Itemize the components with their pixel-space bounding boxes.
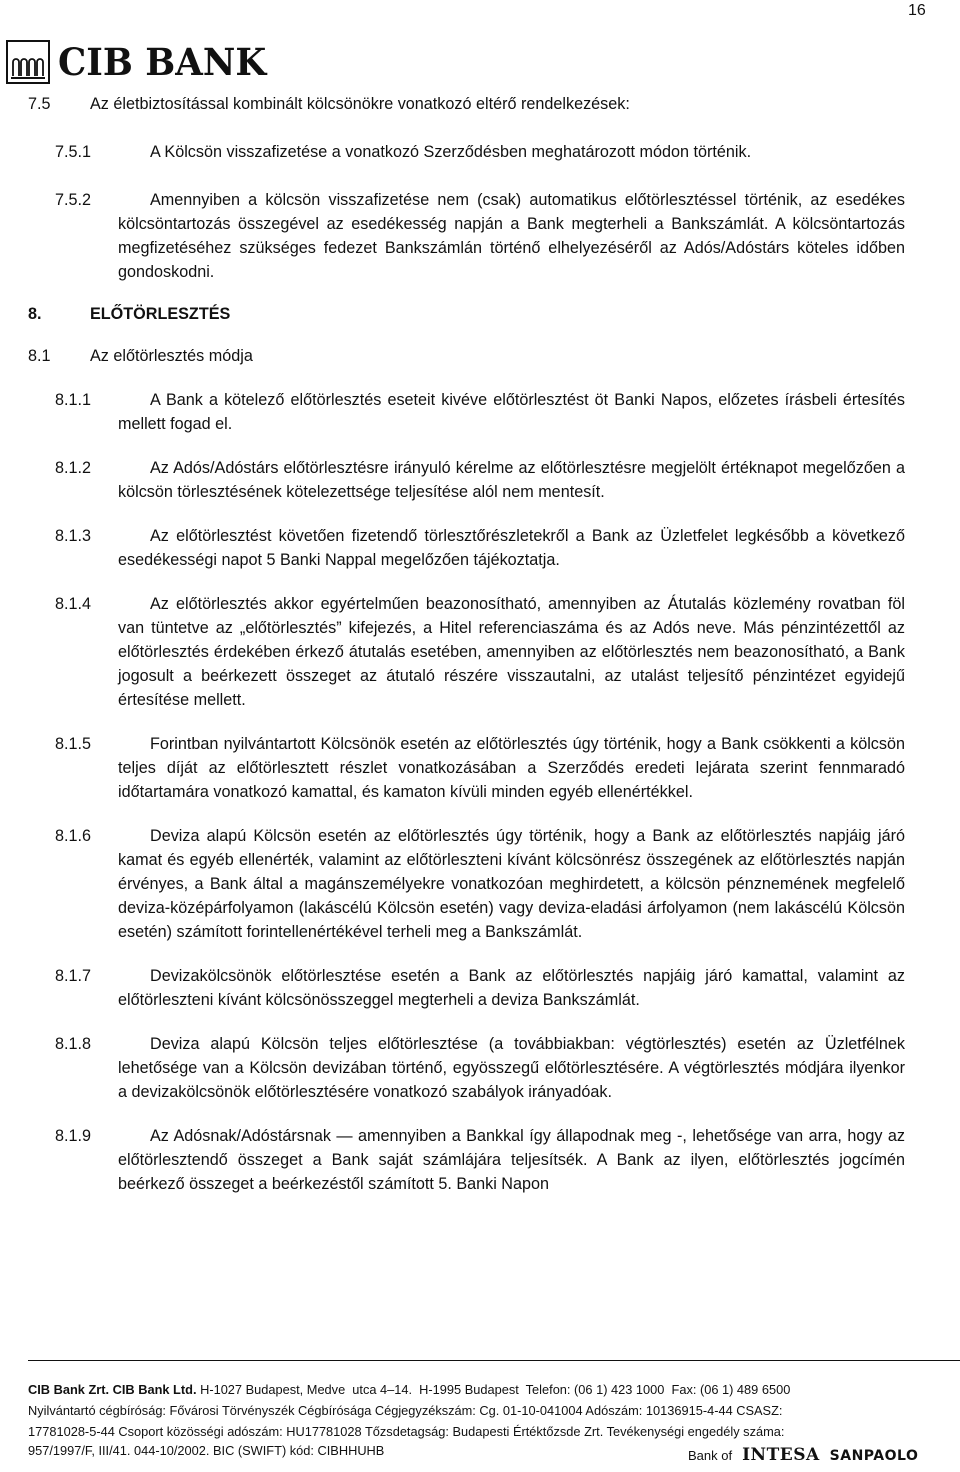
section-8-1: [0, 344, 960, 368]
section-heading: ELŐTÖRLESZTÉS: [90, 305, 231, 323]
section-text: Az előtörlesztés akkor egyértelműen beazonosítható, amennyiben az Átutalás közlemény rovatban föl van tüntetve az „előtörlesztés” kifejezés, a Hitel referenciaszáma és az Adós neve. Más pénzintézettől az előtörlesztés érdekében érkező átutalás esetében, amennyiben az előtörlesztés nem beazonosítható, a Bank jogosult a beérkezett összeget az átutaló részére visszautalni, az utalást teljesítő pénzintézet egyidejű értesítése mellett.: [118, 595, 905, 709]
section-8-1-7: [0, 964, 960, 1012]
section-text: Az előtörlesztés módja: [90, 347, 253, 365]
section-text: A Bank a kötelező előtörlesztés eseteit kivéve előtörlesztést öt Banki Napos, előzetes írásbeli értesítés mellett fogad el.: [118, 391, 905, 433]
section-number: 8.1: [28, 347, 51, 365]
section-text: Amennyiben a kölcsön visszafizetése nem (csak) automatikus előtörlesztéssel történik, az esedékes kölcsöntartozás összegével az esedékesség napján a Bank megterheli a Bankszámlát. A kölcsöntartozás megfizetéséhez szükséges fedezet Bankszámlán történő elhelyezéséről az Adós/Adóstárs köteles időben gondoskodni.: [118, 191, 905, 281]
section-number: 8.: [28, 305, 42, 323]
section-text: Az előtörlesztést követően fizetendő törlesztőrészletekről a Bank az Üzletfelet legkésőbb a következő esedékességi napot 5 Banki Nappal megelőzően tájékoztatja.: [118, 527, 905, 569]
section-text: Az életbiztosítással kombinált kölcsönökre vonatkozó eltérő rendelkezések:: [90, 95, 630, 113]
section-number: 8.1.5: [55, 735, 92, 753]
intesa-label: INTESA: [742, 1445, 820, 1465]
section-number: 8.1.6: [55, 827, 92, 845]
footer-company: CIB Bank Zrt. CIB Bank Ltd.: [28, 1382, 197, 1397]
section-text: A Kölcsön visszafizetése a vonatkozó Szerződésben meghatározott módon történik.: [150, 143, 752, 161]
section-7-5-2: [0, 188, 960, 284]
section-number: 8.1.4: [55, 595, 92, 613]
section-text: Forintban nyilvántartott Kölcsönök esetén az előtörlesztés úgy történik, hogy a Bank csökkenti a kölcsön teljes díját az előtörlesztett részlet vonatkozásában a Szerződés eredeti lejárata szerint fennmaradó időtartamára vonatkozó kamattal, és kamaton kívüli minden egyéb ellenértékkel.: [118, 735, 905, 801]
section-text: Deviza alapú Kölcsön esetén az előtörlesztés úgy történik, hogy a Bank az előtörlesztés napjáig járó kamat és egyéb ellenérték, valamint az előtörleszteni kívánt kölcsönrész összegének az előtörlesztés napján érvényes, a Bank által a magánszemélyekre vonatkozóan meghirdetett, a kölcsön pénznemének megfelelő deviza-középárfolyamon (lakáscélú Kölcsön esetén) vagy deviza-eladási árfolyamon (nem lakáscélú Kölcsön esetén) számított forintellenértékével terheli meg a Bankszámlát.: [118, 827, 905, 941]
sanpaolo-label: SANPAOLO: [829, 1448, 919, 1464]
intesa-sanpaolo-logo: [688, 1445, 918, 1465]
section-number: 7.5.1: [55, 143, 92, 161]
document-body: [0, 92, 960, 1196]
section-8-1-3: [0, 524, 960, 572]
section-8-1-6: [0, 824, 960, 944]
section-8-1-2: [0, 456, 960, 504]
cib-arch-logo-icon: [6, 40, 50, 84]
footer-divider: [28, 1360, 960, 1361]
section-number: 7.5: [28, 95, 51, 113]
section-text: Devizakölcsönök előtörlesztése esetén a Bank az előtörlesztés napjáig járó kamattal, valamint az előtörleszteni kívánt kölcsönösszeggel megterheli a deviza Bankszámlát.: [118, 967, 905, 1009]
section-number: 8.1.1: [55, 391, 92, 409]
footer-line-3: 17781028-5-44 Csoport közösségi adószám: HU17781028 Tőzsdetagság: Budapesti Értéktőzsde Zrt. Tevékenységi engedély száma:: [28, 1424, 785, 1439]
section-8: [0, 302, 960, 326]
footer-line-1: [28, 1379, 790, 1401]
section-number: 7.5.2: [55, 191, 92, 209]
section-text: Deviza alapú Kölcsön teljes előtörlesztése (a továbbiakban: végtörlesztés) esetén az Üzletfélnek lehetősége van a Kölcsön devizában történő, egyösszegű előtörlesztésére. A végtörlesztés módjára ilyenkor a devizakölcsönök előtörlesztésére vonatkozó szabályok irányadóak.: [118, 1035, 905, 1101]
section-8-1-5: [0, 732, 960, 804]
section-number: 8.1.9: [55, 1127, 92, 1145]
footer-address: H-1027 Budapest, Medve utca 4–14. H-1995 Budapest Telefon: (06 1) 423 1000 Fax: (06 1) 489 6500: [196, 1382, 791, 1397]
section-number: 8.1.2: [55, 459, 92, 477]
section-8-1-8: [0, 1032, 960, 1104]
page-number: 16: [908, 2, 926, 19]
section-8-1-1: [0, 388, 960, 436]
footer-line-4: 957/1997/F, III/41. 044-10/2002. BIC (SWIFT) kód: CIBHHUHB: [28, 1443, 385, 1458]
section-number: 8.1.3: [55, 527, 92, 545]
section-7-5: [0, 92, 960, 116]
footer-line-2: Nyilvántartó cégbíróság: Fővárosi Törvényszék Cégbírósága Cégjegyzékszám: Cg. 01-10-041004 Adószám: 10136915-4-44 CSASZ:: [28, 1403, 783, 1418]
cib-logo: [6, 40, 275, 84]
section-7-5-1: [0, 140, 960, 164]
bank-of-label: Bank of: [688, 1448, 733, 1463]
section-text: Az Adósnak/Adóstársnak — amennyiben a Bankkal így állapodnak meg -, lehetősége van arra, hogy az előtörlesztendő összeget a Bank saját számlájára teljesítsék. A Bank az ilyen, előtörlesztés jogcímén beérkező összeget a beérkezéstől számított 5. Banki Napon: [118, 1127, 905, 1193]
section-8-1-4: [0, 592, 960, 712]
section-8-1-9: [0, 1124, 960, 1196]
section-text: Az Adós/Adóstárs előtörlesztésre irányuló kérelme az előtörlesztésre megjelölt értéknapot megelőzően a kölcsön törlesztésének kötelezettsége teljesítése alól nem mentesít.: [118, 459, 905, 501]
section-number: 8.1.8: [55, 1035, 92, 1053]
brand-name: CIB BANK: [58, 40, 267, 84]
section-number: 8.1.7: [55, 967, 92, 985]
